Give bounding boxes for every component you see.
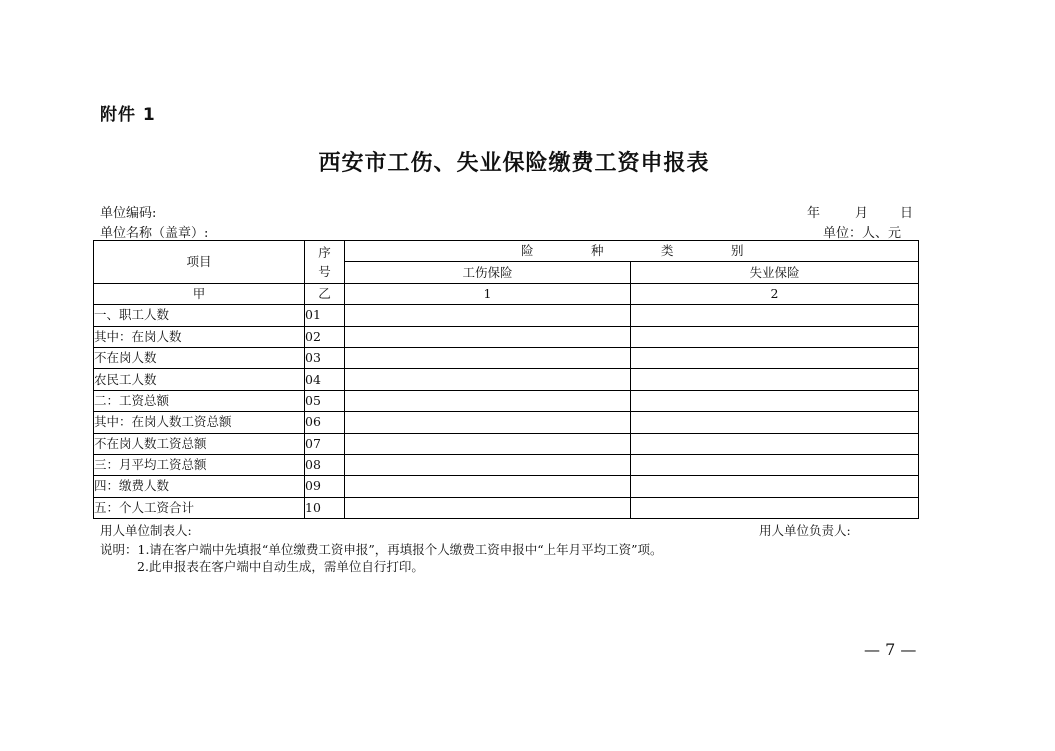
row-code: 06 <box>305 412 345 433</box>
date-month: 月 <box>855 206 869 221</box>
unit-measure-label: 单位：人、元 <box>823 226 902 241</box>
label-row-col1: 1 <box>345 283 631 304</box>
row-injury-value[interactable] <box>345 476 631 497</box>
row-code: 08 <box>305 454 345 475</box>
table-row <box>94 476 919 497</box>
row-item: 其中：在岗人数工资总额 <box>94 412 305 433</box>
insurance-type-header <box>345 241 919 262</box>
row-item: 三：月平均工资总额 <box>94 454 305 475</box>
unit-name-label: 单位名称（盖章）: <box>100 226 209 241</box>
seq-header <box>305 241 345 284</box>
insurance-type-char: 险 <box>521 243 534 259</box>
date-day: 日 <box>900 206 914 221</box>
table-row <box>94 369 919 390</box>
row-unemployment-value[interactable] <box>631 369 919 390</box>
row-item: 二：工资总额 <box>94 390 305 411</box>
row-injury-value[interactable] <box>345 454 631 475</box>
row-unemployment-value[interactable] <box>631 454 919 475</box>
row-injury-value[interactable] <box>345 326 631 347</box>
declaration-table <box>93 240 919 519</box>
row-injury-value[interactable] <box>345 369 631 390</box>
table-row <box>94 305 919 326</box>
row-injury-value[interactable] <box>345 412 631 433</box>
table-row <box>94 497 919 518</box>
page-number: — 7 — <box>864 640 917 659</box>
row-unemployment-value[interactable] <box>631 305 919 326</box>
table-row <box>94 390 919 411</box>
note-2: 2.此申报表在客户端中自动生成，需单位自行打印。 <box>137 559 424 574</box>
responsible-label: 用人单位负责人: <box>759 523 851 538</box>
col-injury-header: 工伤保险 <box>345 262 631 283</box>
row-unemployment-value[interactable] <box>631 412 919 433</box>
row-code: 02 <box>305 326 345 347</box>
table-row <box>94 433 919 454</box>
row-unemployment-value[interactable] <box>631 433 919 454</box>
row-code: 04 <box>305 369 345 390</box>
row-item: 不在岗人数工资总额 <box>94 433 305 454</box>
row-injury-value[interactable] <box>345 347 631 368</box>
row-unemployment-value[interactable] <box>631 347 919 368</box>
row-unemployment-value[interactable] <box>631 497 919 518</box>
row-code: 03 <box>305 347 345 368</box>
row-code: 01 <box>305 305 345 326</box>
row-item: 一、职工人数 <box>94 305 305 326</box>
row-injury-value[interactable] <box>345 497 631 518</box>
row-unemployment-value[interactable] <box>631 476 919 497</box>
insurance-type-char: 种 <box>591 243 604 259</box>
attachment-label: 附件 1 <box>100 105 156 125</box>
row-code: 09 <box>305 476 345 497</box>
row-unemployment-value[interactable] <box>631 326 919 347</box>
page-title: 西安市工伤、失业保险缴费工资申报表 <box>318 150 710 176</box>
label-row-item: 甲 <box>94 283 305 304</box>
row-item: 农民工人数 <box>94 369 305 390</box>
row-injury-value[interactable] <box>345 390 631 411</box>
note-1: 说明：1.请在客户端中先填报“单位缴费工资申报”，再填报个人缴费工资申报中“上年月平均工资”项。 <box>100 542 663 557</box>
row-injury-value[interactable] <box>345 305 631 326</box>
row-item: 其中：在岗人数 <box>94 326 305 347</box>
row-code: 07 <box>305 433 345 454</box>
insurance-type-char: 别 <box>731 243 744 259</box>
row-item: 五：个人工资合计 <box>94 497 305 518</box>
row-code: 05 <box>305 390 345 411</box>
row-code: 10 <box>305 497 345 518</box>
label-row-col2: 2 <box>631 283 919 304</box>
row-item: 不在岗人数 <box>94 347 305 368</box>
preparer-label: 用人单位制表人: <box>100 523 192 538</box>
seq-header-line-1: 序 <box>318 244 331 260</box>
table-row <box>94 454 919 475</box>
date-year: 年 <box>807 206 821 221</box>
label-row-seq: 乙 <box>305 283 345 304</box>
table-row <box>94 347 919 368</box>
row-item: 四：缴费人数 <box>94 476 305 497</box>
col-unemployment-header: 失业保险 <box>631 262 919 283</box>
table-row <box>94 412 919 433</box>
row-injury-value[interactable] <box>345 433 631 454</box>
item-header: 项目 <box>94 241 305 284</box>
table-row <box>94 326 919 347</box>
unit-code-label: 单位编码: <box>100 206 157 221</box>
seq-header-line-2: 号 <box>318 263 331 279</box>
insurance-type-char: 类 <box>661 243 674 259</box>
row-unemployment-value[interactable] <box>631 390 919 411</box>
